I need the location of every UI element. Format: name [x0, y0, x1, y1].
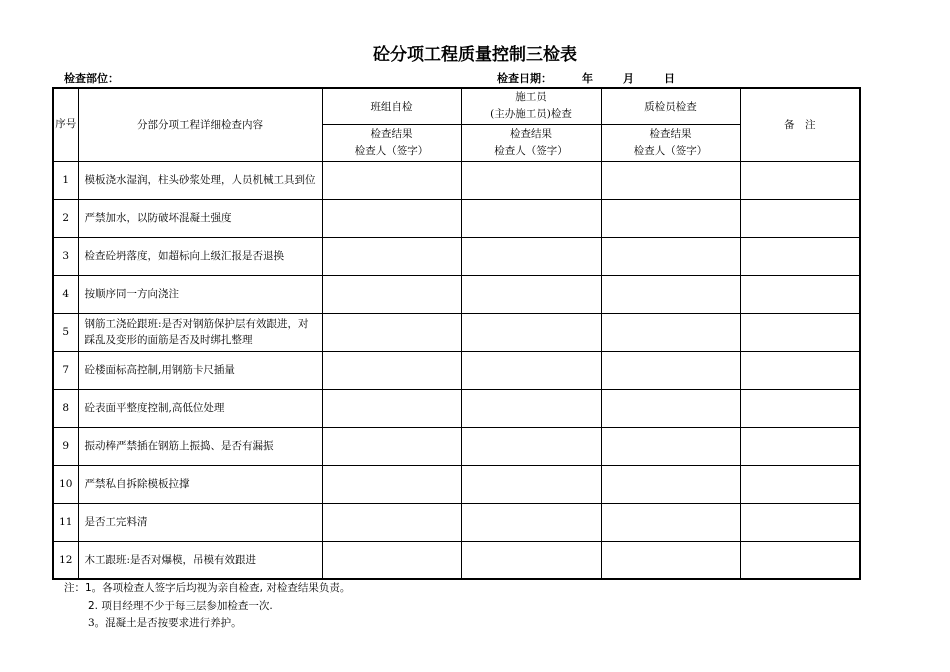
- team-check-cell[interactable]: [322, 275, 461, 313]
- row-content: 严禁私自拆除模板拉撑: [78, 465, 322, 503]
- header-constructor-line2: (主办施工员)检查: [490, 108, 572, 121]
- team-check-cell[interactable]: [322, 427, 461, 465]
- row-number: 4: [53, 275, 78, 313]
- date-year-label: 年: [582, 72, 593, 85]
- table-row: [53, 389, 860, 427]
- qc-check-cell[interactable]: [601, 199, 740, 237]
- row-content: 砼楼面标高控制,用钢筋卡尺插量: [78, 351, 322, 389]
- header-qc-check: 质检员检查: [601, 88, 740, 124]
- header-result-constructor: [461, 124, 601, 161]
- table-row: [53, 465, 860, 503]
- row-content: 木工跟班:是否对爆模，吊模有效跟进: [78, 541, 322, 579]
- row-number: 5: [53, 313, 78, 351]
- remarks-cell[interactable]: [740, 199, 860, 237]
- header-constructor-line1: 施工员: [515, 91, 547, 104]
- result-label: 检查结果: [649, 127, 692, 140]
- remarks-cell[interactable]: [740, 503, 860, 541]
- remarks-cell[interactable]: [740, 237, 860, 275]
- team-check-cell[interactable]: [322, 389, 461, 427]
- footnotes: [64, 580, 350, 633]
- constructor-check-cell[interactable]: [461, 389, 601, 427]
- header-content: 分部分项工程详细检查内容: [78, 88, 322, 161]
- table-row: [53, 313, 860, 351]
- inspection-date: [497, 70, 705, 86]
- page-title: 砼分项工程质量控制三检表: [373, 45, 577, 65]
- row-number: 10: [53, 465, 78, 503]
- row-content: 振动棒严禁插在钢筋上振捣、是否有漏振: [78, 427, 322, 465]
- inspector-label: 检查人（签字）: [494, 144, 568, 157]
- team-check-cell[interactable]: [322, 161, 461, 199]
- team-check-cell[interactable]: [322, 465, 461, 503]
- inspector-label: 检查人（签字）: [633, 144, 708, 157]
- table-row: [53, 199, 860, 237]
- constructor-check-cell[interactable]: [461, 237, 601, 275]
- row-number: 8: [53, 389, 78, 427]
- header-result-qc: [601, 124, 740, 161]
- row-content: 是否工完料清: [78, 503, 322, 541]
- result-label: 检查结果: [510, 127, 552, 140]
- result-label: 检查结果: [370, 127, 413, 140]
- inspection-table: [52, 87, 861, 580]
- remarks-cell[interactable]: [740, 389, 860, 427]
- table-row: [53, 541, 860, 579]
- team-check-cell[interactable]: [322, 199, 461, 237]
- inspection-date-label: 检查日期：: [497, 72, 552, 85]
- table-row: [53, 351, 860, 389]
- team-check-cell[interactable]: [322, 541, 461, 579]
- note-2: 2. 项目经理不少于每三层参加检查一次.: [88, 599, 273, 612]
- table-row: [53, 237, 860, 275]
- inspector-label: 检查人（签字）: [354, 144, 429, 157]
- qc-check-cell[interactable]: [601, 427, 740, 465]
- header-constructor-check: [461, 88, 601, 124]
- remarks-cell[interactable]: [740, 313, 860, 351]
- table-row: [53, 427, 860, 465]
- team-check-cell[interactable]: [322, 237, 461, 275]
- row-content: 砼表面平整度控制,高低位处理: [78, 389, 322, 427]
- remarks-cell[interactable]: [740, 541, 860, 579]
- team-check-cell[interactable]: [322, 351, 461, 389]
- constructor-check-cell[interactable]: [461, 465, 601, 503]
- table-row: [53, 275, 860, 313]
- qc-check-cell[interactable]: [601, 351, 740, 389]
- row-content: 钢筋工浇砼跟班:是否对钢筋保护层有效跟进，对踩乱及变形的面筋是否及时绑扎整理: [78, 313, 322, 351]
- header-remarks: 备 注: [740, 88, 860, 161]
- constructor-check-cell[interactable]: [461, 199, 601, 237]
- row-content: 按顺序同一方向浇注: [78, 275, 322, 313]
- table-row: [53, 503, 860, 541]
- constructor-check-cell[interactable]: [461, 427, 601, 465]
- row-number: 3: [53, 237, 78, 275]
- qc-check-cell[interactable]: [601, 237, 740, 275]
- inspection-location-label: 检查部位：: [64, 72, 119, 85]
- header-team-self-check: 班组自检: [322, 88, 461, 124]
- table-row: [53, 161, 860, 199]
- row-content: 模板浇水湿润，柱头砂浆处理，人员机械工具到位: [78, 161, 322, 199]
- row-number: 2: [53, 199, 78, 237]
- remarks-cell[interactable]: [740, 351, 860, 389]
- date-month-label: 月: [623, 72, 634, 85]
- constructor-check-cell[interactable]: [461, 275, 601, 313]
- header-seq: 序号: [53, 88, 78, 161]
- qc-check-cell[interactable]: [601, 161, 740, 199]
- row-number: 9: [53, 427, 78, 465]
- note-3: 3。混凝土是否按要求进行养护。: [88, 617, 242, 629]
- remarks-cell[interactable]: [740, 275, 860, 313]
- remarks-cell[interactable]: [740, 161, 860, 199]
- remarks-cell[interactable]: [740, 427, 860, 465]
- header-result-team: [322, 124, 461, 161]
- row-content: 检查砼坍落度，如超标向上级汇报是否退换: [78, 237, 322, 275]
- constructor-check-cell[interactable]: [461, 503, 601, 541]
- team-check-cell[interactable]: [322, 313, 461, 351]
- row-number: 12: [53, 541, 78, 579]
- qc-check-cell[interactable]: [601, 541, 740, 579]
- qc-check-cell[interactable]: [601, 389, 740, 427]
- row-number: 1: [53, 161, 78, 199]
- team-check-cell[interactable]: [322, 503, 461, 541]
- qc-check-cell[interactable]: [601, 313, 740, 351]
- constructor-check-cell[interactable]: [461, 351, 601, 389]
- row-number: 11: [53, 503, 78, 541]
- note-1: 注：1。各项检查人签字后均视为亲自检查, 对检查结果负责。: [64, 582, 351, 594]
- row-content: 严禁加水，以防破坏混凝土强度: [78, 199, 322, 237]
- qc-check-cell[interactable]: [601, 275, 740, 313]
- qc-check-cell[interactable]: [601, 503, 740, 541]
- qc-check-cell[interactable]: [601, 465, 740, 503]
- constructor-check-cell[interactable]: [461, 161, 601, 199]
- remarks-cell[interactable]: [740, 465, 860, 503]
- constructor-check-cell[interactable]: [461, 313, 601, 351]
- date-day-label: 日: [664, 72, 675, 85]
- row-number: 7: [53, 351, 78, 389]
- constructor-check-cell[interactable]: [461, 541, 601, 579]
